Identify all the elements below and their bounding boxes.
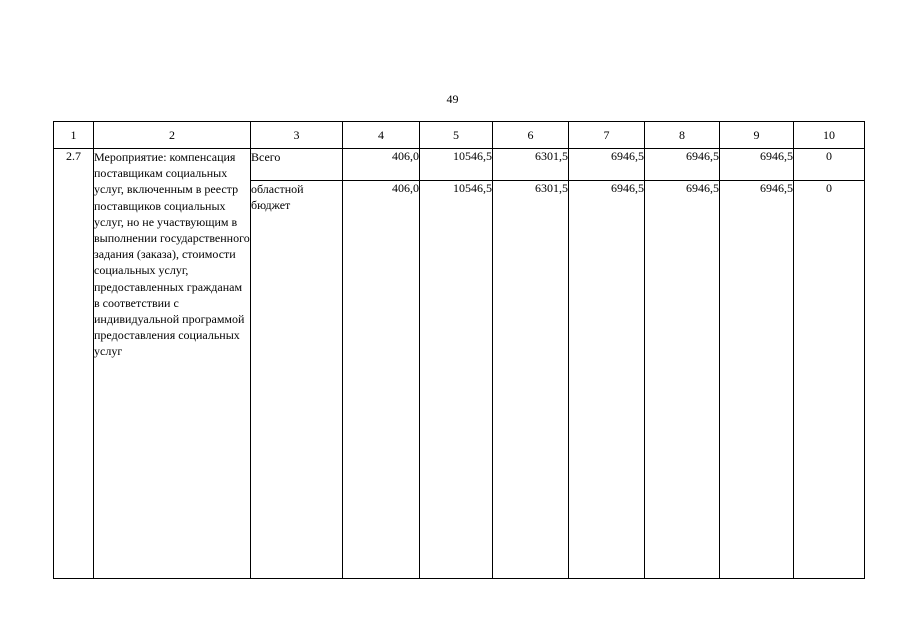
value-cell: 6946,5 [569, 181, 645, 579]
value-cell: 6946,5 [645, 181, 720, 579]
header-cell-2: 2 [94, 122, 251, 149]
header-cell-1: 1 [54, 122, 94, 149]
row-number: 2.7 [54, 149, 94, 579]
header-row [54, 122, 865, 149]
funding-source-regional-budget: областной бюджет [251, 181, 343, 579]
table-row-total [54, 149, 865, 181]
header-cell-3: 3 [251, 122, 343, 149]
value-cell: 6301,5 [493, 149, 569, 181]
header-cell-4: 4 [343, 122, 420, 149]
value-cell: 6946,5 [569, 149, 645, 181]
value-cell: 6946,5 [645, 149, 720, 181]
value-cell: 6946,5 [720, 149, 794, 181]
budget-table [53, 121, 865, 579]
measure-description: Мероприятие: компенсация поставщикам социальных услуг, включенным в реестр поставщиков социальных услуг, но не участвующим в выполнении государственного задания (заказа), стоимости социальных услуг, предоставленных гражданам в соответствии с индивидуальной программой предоставления социальных услуг [94, 149, 251, 579]
value-cell: 406,0 [343, 181, 420, 579]
value-cell: 6946,5 [720, 181, 794, 579]
header-cell-6: 6 [493, 122, 569, 149]
value-cell: 6301,5 [493, 181, 569, 579]
funding-source-total: Всего [251, 149, 343, 181]
header-cell-8: 8 [645, 122, 720, 149]
header-cell-9: 9 [720, 122, 794, 149]
header-cell-7: 7 [569, 122, 645, 149]
value-cell: 0 [794, 149, 865, 181]
value-cell: 406,0 [343, 149, 420, 181]
header-cell-5: 5 [420, 122, 493, 149]
page-number: 49 [446, 92, 459, 106]
value-cell: 10546,5 [420, 149, 493, 181]
header-cell-10: 10 [794, 122, 865, 149]
value-cell: 0 [794, 181, 865, 579]
value-cell: 10546,5 [420, 181, 493, 579]
